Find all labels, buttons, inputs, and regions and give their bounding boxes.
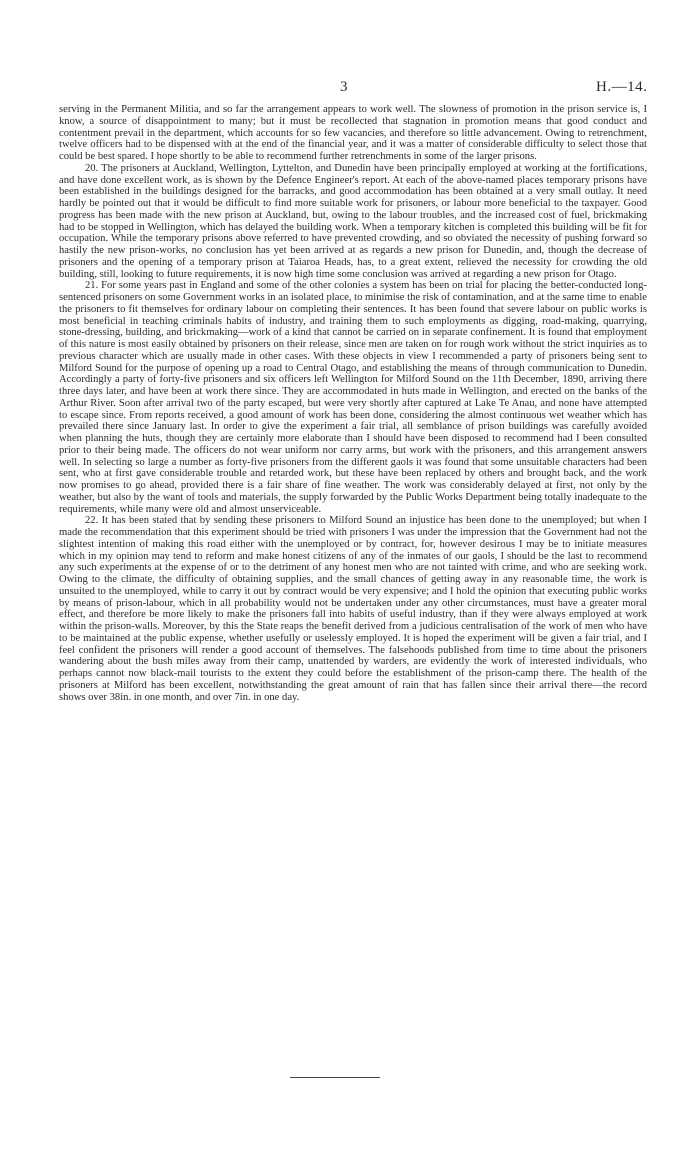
paragraph-20: 20. The prisoners at Auckland, Wellington, Lyttelton, and Dunedin have been principally employed at working at the fortifications, and have done excellent work, as is shown by the Defence Engineer's report. At each of the above-named places temporary prisons have been established in the buildings designed for the barracks, and good accommodation has been obtained at a very small outlay. It need hardly be pointed out that it would be difficult to find more suitable work for prisoners, or labour more beneficial to the taxpayer. Good progress has been made with the new prison at Auckland, but, owing to the labour troubles, and the increased cost of fuel, brickmaking had to be stopped in Wellington, which has delayed the building work. When a temporary kitchen is completed this building will be fit for occupation. While the temporary prisons above referred to have prevented crowding, and so obviated the necessity of pushing forward so hastily the new prison-works, no conclusion has yet been arrived at as regards a new prison for Dunedin, and, though the decrease of prisoners and the opening of a temporary prison at Taiaroa Heads, has, to a great extent, relieved the necessity for crowding the old building, still, looking to future requirements, it is now high time some conclusion was arrived at regarding a new prison for Otago.: [59, 162, 647, 280]
paragraph-continuation: serving in the Permanent Militia, and so far the arrangement appears to work well. The slowness of promotion in the prison service is, I know, a source of disappointment to many; but it must be recollected that stagnation in promotion means that good conduct and contentment prevail in the department, which accounts for so few vacancies, and therefore so little advancement. Owing to retrenchment, twelve officers had to be dispensed with at the end of the financial year, and it was a matter of considerable difficulty to select those that could be best spared. I hope shortly to be able to recommend further retrenchments in some of the larger prisons.: [59, 104, 647, 162]
page-number: 3: [340, 79, 348, 95]
document-reference: H.—14.: [596, 79, 648, 95]
body-text: [59, 104, 647, 703]
paragraph-22: 22. It has been stated that by sending these prisoners to Milford Sound an injustice has been done to the unemployed; but when I made the recommendation that this experiment should be tried with prisoners I was under the impression that the Government had not the slightest intention of making this road either with the unemployed or by contract, for, however desirous I may be to initiate measures which in my opinion may tend to reform and make honest citizens of any of the inmates of our gaols, I should be the last to recommend any such experiments at the expense of or to the detriment of any honest men who are not tainted with crime, and who are seeking work. Owing to the climate, the difficulty of obtaining supplies, and the small chances of getting away in any reasonable time, the work is unsuited to the unemployed, while to carry it out by contract would be very expensive; and I hold the opinion that executing public works by means of prison-labour, which in all probability would not be undertaken under any other circumstances, must have a greater moral effect, and therefore be more likely to make the prisoners fall into habits of useful industry, than if they were always employed at work within the prison-walls. Moreover, by this the State reaps the benefit derived from a judicious centralisation of the work of men who have to be maintained at the public expense, whether usefully or uselessly employed. It is hoped the experiment will be given a fair trial, and I feel confident the prisoners will render a good account of themselves. The falsehoods published from time to time about the prisoners wandering about the bush miles away from their camp, unattended by warders, are evidently the work of interested individuals, who perhaps cannot now black-mail tourists to the extent they could before the establishment of the prison-camp there. The health of the prisoners at Milford has been excellent, notwithstanding the great amount of rain that has fallen since their arrival there—the record shows over 38in. in one month, and over 7in. in one day.: [59, 515, 647, 703]
paragraph-21: 21. For some years past in England and some of the other colonies a system has been on trial for placing the better-conducted long-sentenced prisoners on some Government works in an isolated place, to minimise the risk of contamination, and at the same time to enable the prisoners to fit themselves for ordinary labour on completing their sentences. It has been found that severe labour on public works is most beneficial in teaching criminals habits of industry, and training them to such employments as digging, road-making, quarrying, stone-dressing, building, and brickmaking—work of a kind that cannot be carried on in separate confinement. It is found that employment of this nature is most easily obtained by prisoners on their release, since men are taken on for rough work without the strict inquiries as to previous character which are usually made in other cases. With these objects in view I recommended a party of prisoners being sent to Milford Sound for the purpose of opening up a road to Central Otago, and establishing the means of through communication to Dunedin. Accordingly a party of forty-five prisoners and six officers left Wellington for Milford Sound on the 11th December, 1890, arriving there three days later, and have been at work there since. They are accommodated in huts made in Wellington, and erected on the banks of the Arthur River. Soon after arrival two of the party escaped, but were very shortly after captured at Lake Te Anau, and none have attempted to escape since. From reports received, a good amount of work has been done, considering the almost continuous wet weather which has prevailed there since January last. In order to give the experiment a fair trial, all semblance of prison buildings was carefully avoided when planning the huts, though they are certainly more elaborate than I should have been disposed to recommend had I been consulted prior to their being made. The officers do not wear uniform nor carry arms, but work with the prisoners, and this arrangement answers well. In selecting so large a number as forty-five prisoners from the different gaols it was found that some unsuitable characters had been sent, who at first gave considerable trouble and retarded work, but these have been replaced by others and brought back, and the work now promises to go ahead, provided there is a fair share of fine weather. The work was considerably delayed at first, not only by the weather, but also by the want of tools and materials, the supply forwarded by the Public Works Department being totally inadequate to the requirements, while many were old and almost unserviceable.: [59, 280, 647, 515]
end-rule-divider: [290, 1077, 380, 1078]
